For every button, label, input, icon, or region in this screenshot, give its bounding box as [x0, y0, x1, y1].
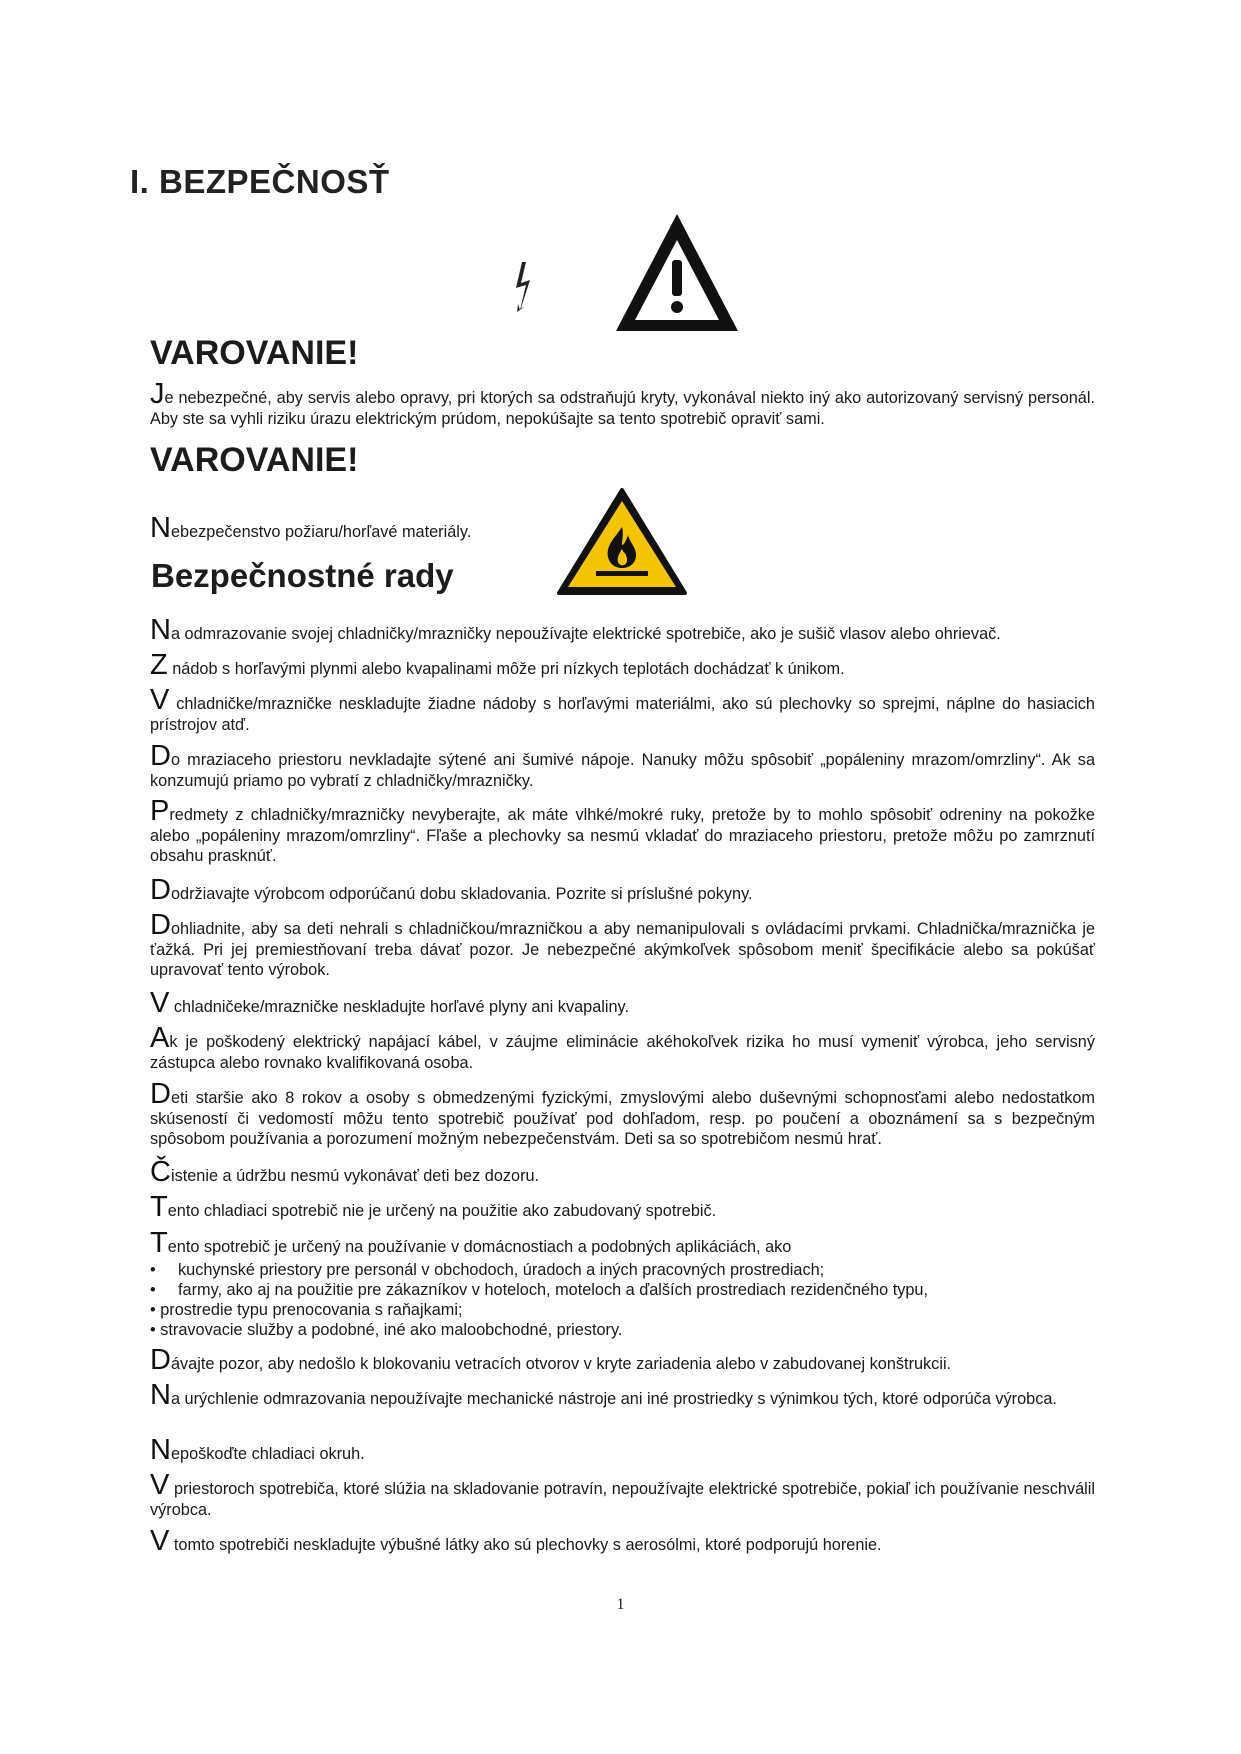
page-number: 1 [616, 1596, 625, 1613]
warning-triangle-icon [612, 210, 742, 335]
drop-cap: N [150, 1379, 171, 1411]
bullet-text: kuchynské priestory pre personál v obchodoch, úradoch a iných pracovných prostrediach; [178, 1261, 825, 1279]
advice-text: chladničeke/mrazničke neskladujte horľavé plyny ani kvapaliny. [169, 998, 630, 1016]
electric-bolt-icon [508, 258, 538, 318]
warning-text-2 [150, 512, 530, 544]
advice-item [150, 1469, 1095, 1520]
drop-cap: Č [150, 1156, 171, 1188]
warning-heading-2: VAROVANIE! [150, 441, 359, 479]
list-item: • farmy, ako aj na použitie pre zákazníkov v hoteloch, moteloch a ďalších prostrediach rezidenčného typu, [150, 1281, 929, 1299]
advice-text: epoškoďte chladiaci okruh. [170, 1445, 365, 1463]
bullet-text: stravovacie služby a podobné, iné ako maloobchodné, priestory. [160, 1321, 623, 1339]
drop-cap: N [150, 512, 171, 544]
drop-cap: D [150, 1344, 171, 1376]
advice-heading: Bezpečnostné rady [151, 557, 454, 594]
advice-text: ávajte pozor, aby nedošlo k blokovaniu vetracích otvorov v kryte zariadenia alebo v zabudovanej konštrukcii. [170, 1355, 952, 1373]
advice-item [150, 874, 1095, 906]
drop-cap: A [150, 1022, 170, 1054]
advice-text: tomto spotrebiči neskladujte výbušné látky ako sú plechovky s aerosólmi, ktoré podporujú horenie. [169, 1536, 882, 1554]
warning-text-2-body: ebezpečenstvo požiaru/horľavé materiály. [170, 523, 472, 541]
drop-cap: V [150, 684, 170, 716]
advice-item [150, 614, 1095, 646]
page-title: I. BEZPEČNOSŤ [130, 163, 390, 200]
advice-item [150, 909, 1095, 981]
advice-item [150, 1344, 1095, 1376]
advice-item [150, 1227, 1095, 1259]
flammable-hazard-icon [556, 487, 688, 597]
drop-cap: V [150, 1469, 170, 1501]
drop-cap: D [150, 1078, 171, 1110]
drop-cap: N [150, 614, 171, 646]
bullet-text: prostredie typu prenocovania s raňajkami; [160, 1301, 463, 1319]
advice-item [150, 1078, 1095, 1150]
advice-item [150, 1525, 1095, 1557]
advice-text: chladničke/mrazničke neskladujte žiadne nádoby s horľavými materiálmi, ako sú plechovky so sprejmi, náplne do hasiacich prístrojov atď. [150, 695, 1095, 734]
advice-item [150, 649, 1095, 681]
advice-item [150, 684, 1095, 735]
usage-bullet-list [150, 1260, 1095, 1340]
warning-text-1-body: e nebezpečné, aby servis alebo opravy, pri ktorých sa odstraňujú kryty, vykonával niekto iný ako autorizovaný servisný personál. Aby ste sa vyhli riziku úrazu elektrickým prúdom, nepokúšajte sa tento spotrebič opraviť sami. [150, 389, 1095, 428]
advice-text: a odmrazovanie svojej chladničky/mrazničky nepoužívajte elektrické spotrebiče, ako je sušič vlasov alebo ohrievač. [170, 625, 1001, 643]
advice-item [150, 987, 1095, 1019]
advice-item [150, 1022, 1095, 1073]
list-item: • prostredie typu prenocovania s raňajkami; [150, 1301, 463, 1319]
list-item: • stravovacie služby a podobné, iné ako maloobchodné, priestory. [150, 1321, 623, 1339]
warning-text-1 [150, 378, 1095, 429]
advice-text: a urýchlenie odmrazovania nepoužívajte mechanické nástroje ani iné prostriedky s výnimkou tých, ktoré odporúča výrobca. [170, 1390, 1057, 1408]
drop-cap: D [150, 874, 171, 906]
advice-text: ento spotrebič je určený na používanie v domácnostiach a podobných aplikáciách, ako [167, 1238, 792, 1256]
drop-cap: Z [150, 649, 168, 681]
drop-cap: T [150, 1191, 168, 1223]
bullet-text: farmy, ako aj na použitie pre zákazníkov v hoteloch, moteloch a ďalších prostrediach rezidenčného typu, [178, 1281, 929, 1299]
advice-text: nádob s horľavými plynmi alebo kvapalinami môže pri nízkych teplotách dochádzať k únikom. [167, 660, 845, 678]
advice-text: o mraziaceho priestoru nevkladajte sýtené ani šumivé nápoje. Nanuky môžu spôsobiť „popáleniny mrazom/omrzliny“. Ak sa konzumujú priamo po vybratí z chladničky/mrazničky. [150, 751, 1095, 790]
drop-cap: T [150, 1227, 168, 1259]
drop-cap: V [150, 1525, 170, 1557]
drop-cap: D [150, 740, 171, 772]
advice-text: istenie a údržbu nesmú vykonávať deti bez dozoru. [170, 1167, 540, 1185]
advice-item [150, 1156, 1095, 1188]
advice-text: ohliadnite, aby sa deti nehrali s chladničkou/mrazničkou a aby nemanipulovali s ovládacími prvkami. Chladnička/mraznička je ťažká. Pri jej premiestňovaní treba dávať pozor. Je nebezpečné akýmkoľvek spôsobom meniť špecifikácie alebo sa pokúšať upravovať tento výrobok. [150, 920, 1095, 979]
advice-text: redmety z chladničky/mrazničky nevyberajte, ak máte vlhké/mokré ruky, pretože by to mohlo spôsobiť odreniny na pokožke alebo „popáleniny mrazom/omrzliny“. Fľaše a plechovky sa nesmú vkladať do mraziaceho priestoru, pretože môžu po zamrznutí obsahu prasknúť. [150, 806, 1095, 865]
warning-heading-1: VAROVANIE! [150, 334, 359, 372]
advice-item [150, 1379, 1095, 1411]
advice-text: priestoroch spotrebiča, ktoré slúžia na skladovanie potravín, nepoužívajte elektrické spotrebiče, pokiaľ ich používanie neschválil výrobca. [150, 1480, 1095, 1519]
drop-cap: D [150, 909, 171, 941]
drop-cap: P [150, 795, 170, 827]
advice-text: ento chladiaci spotrebič nie je určený na použitie ako zabudovaný spotrebič. [167, 1202, 717, 1220]
advice-text: održiavajte výrobcom odporúčanú dobu skladovania. Pozrite si príslušné pokyny. [170, 885, 753, 903]
drop-cap: J [150, 378, 165, 410]
advice-text: k je poškodený elektrický napájací kábel, v záujme eliminácie akéhokoľvek rizika ho musí vymeniť výrobca, jeho servisný zástupca alebo rovnako kvalifikovaná osoba. [150, 1033, 1095, 1072]
advice-item [150, 740, 1095, 791]
drop-cap: N [150, 1434, 171, 1466]
drop-cap: V [150, 987, 170, 1019]
list-item: • kuchynské priestory pre personál v obchodoch, úradoch a iných pracovných prostrediach; [150, 1261, 825, 1279]
advice-item [150, 795, 1095, 867]
advice-item [150, 1191, 1095, 1223]
advice-item [150, 1434, 1095, 1466]
advice-text: eti staršie ako 8 rokov a osoby s obmedzenými fyzickými, zmyslovými alebo duševnými schopnosťami alebo nedostatkom skúseností či vedomostí môžu tento spotrebič používať pod dohľadom, resp. po poučení a oboznámení sa s bezpečným spôsobom používania a porozumení možným nebezpečenstvám. Deti sa so spotrebičom nesmú hrať. [150, 1089, 1095, 1148]
